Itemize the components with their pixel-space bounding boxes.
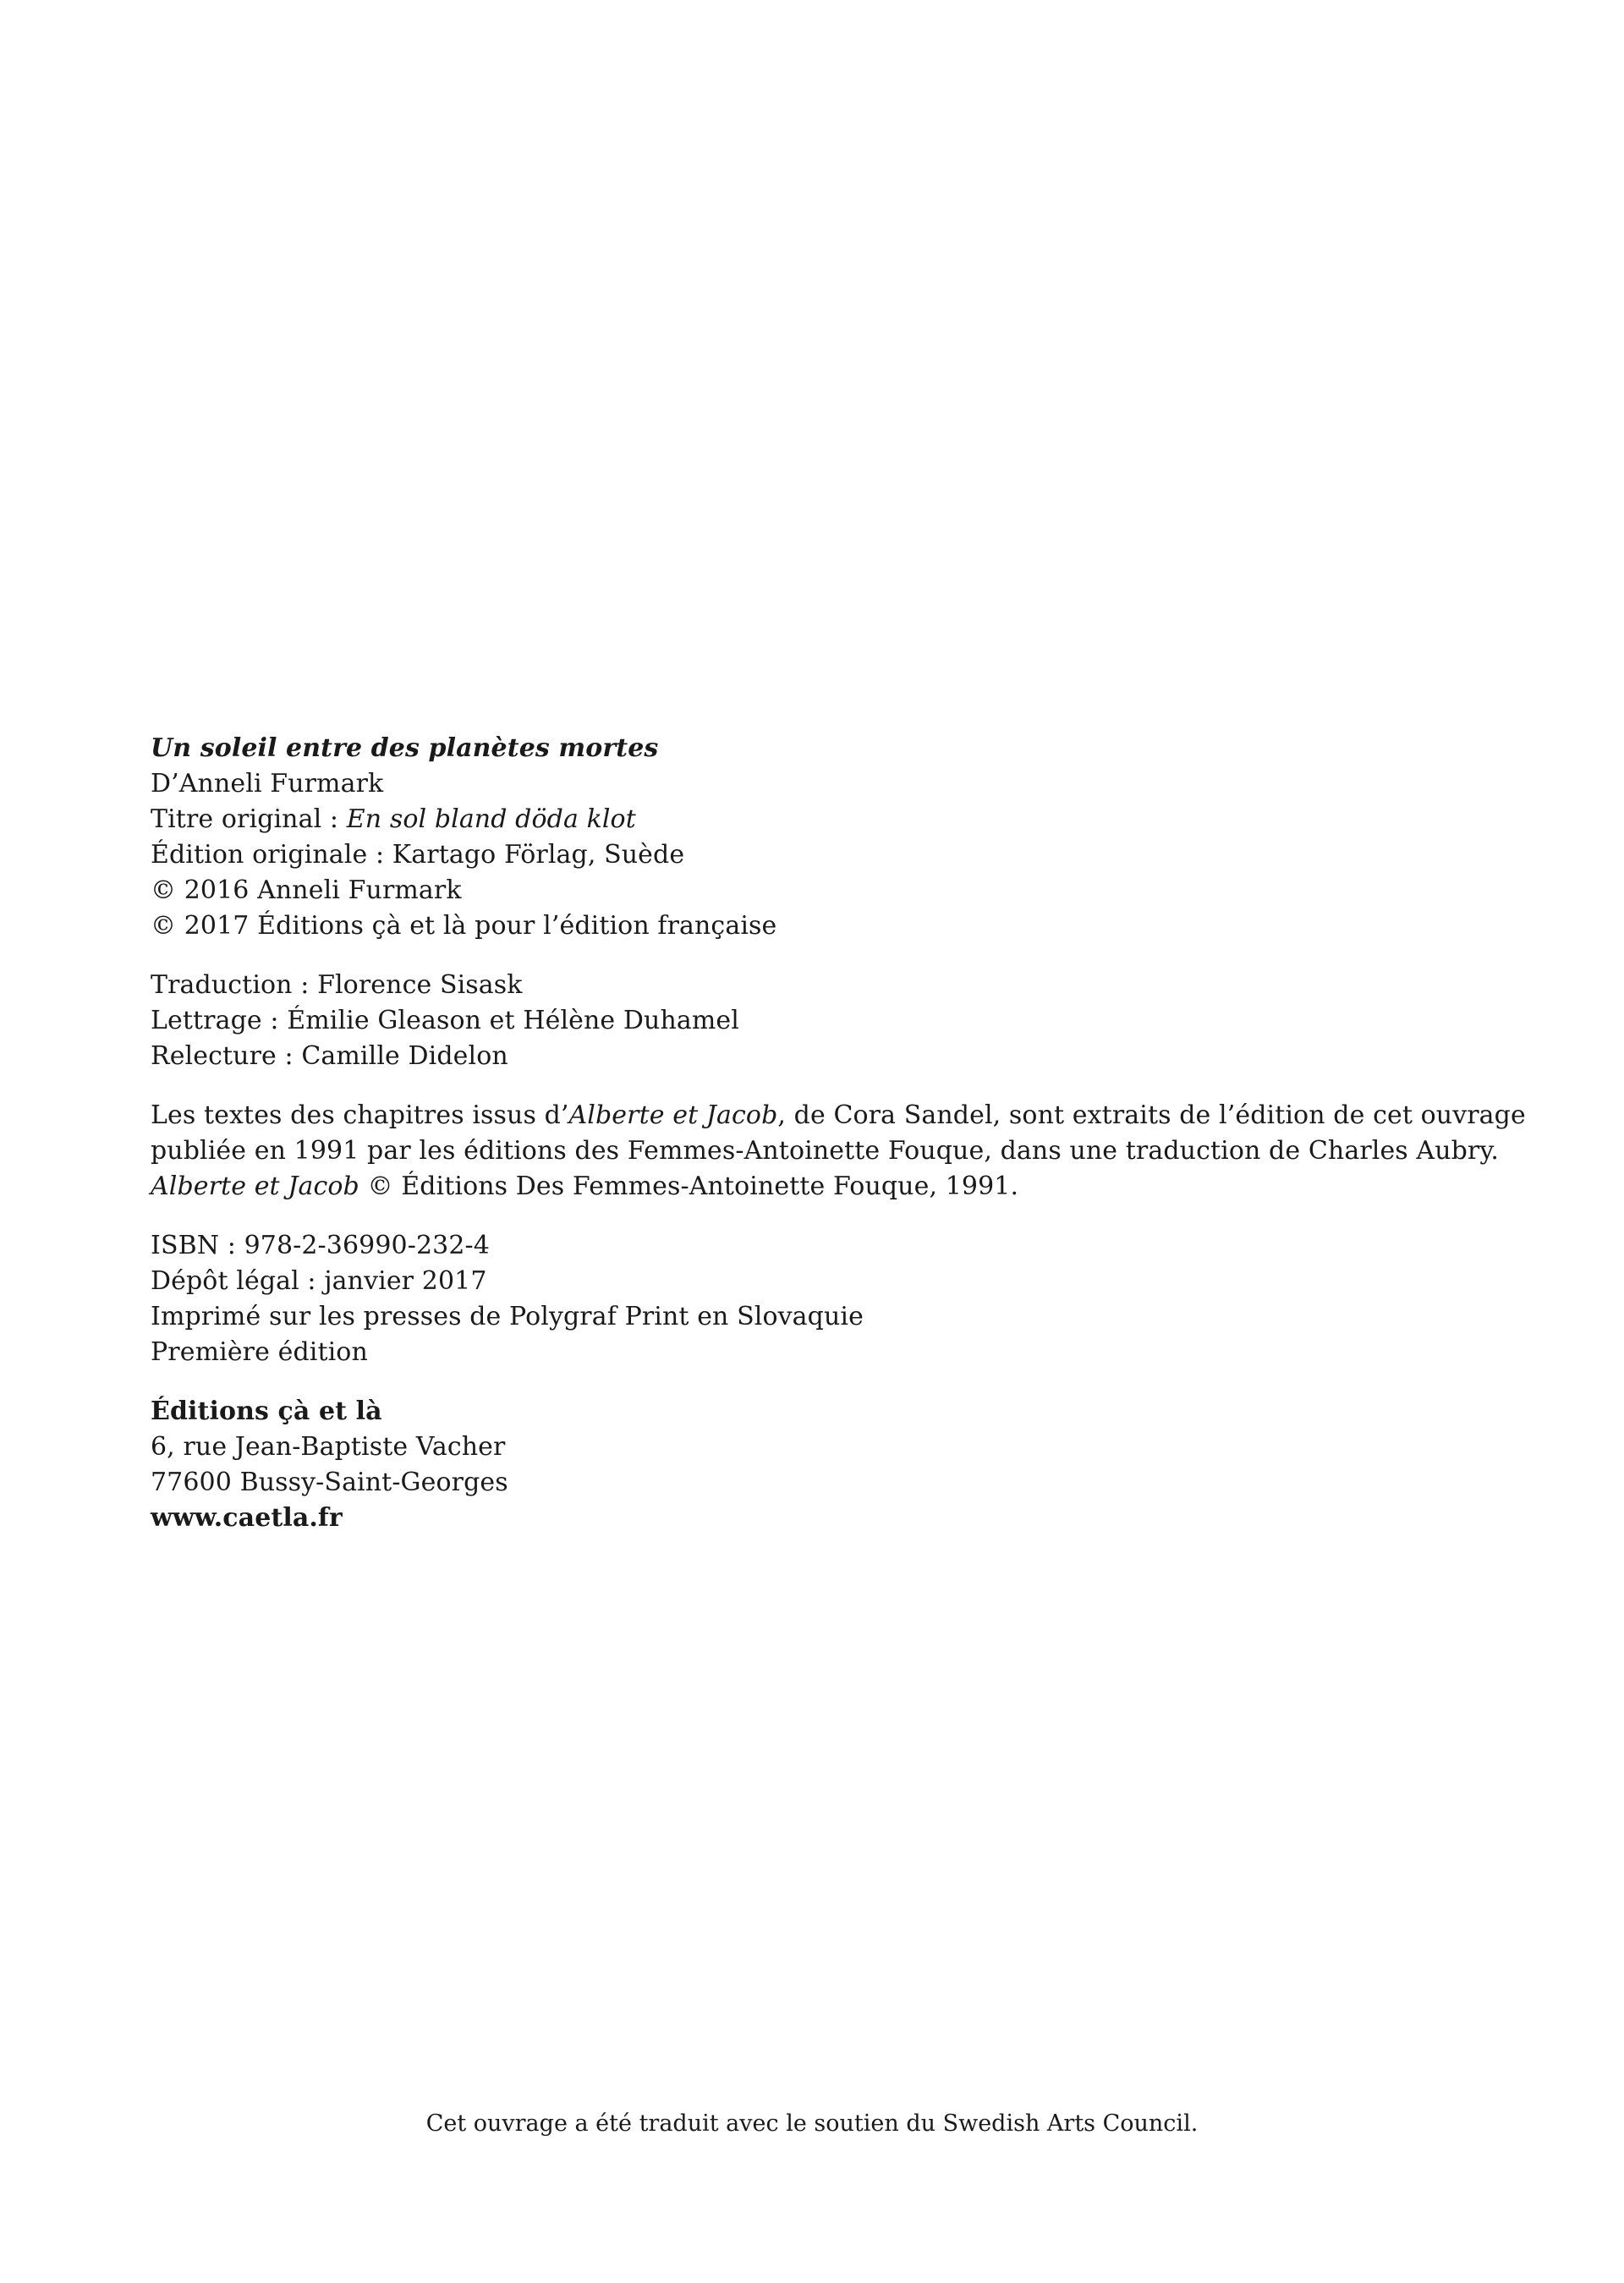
print-info-block [151, 1228, 1487, 1370]
colophon [151, 731, 1526, 1536]
publisher-name: Éditions çà et là [151, 1397, 382, 1426]
excerpt-line-2: publiée en 1991 par les éditions des Femmes-Antoinette Fouque, dans une traduction de Charles Aubry. [151, 1136, 1500, 1166]
excerpt-line-3 [151, 1169, 1487, 1205]
spacer [151, 944, 1487, 968]
credits-block [151, 968, 1487, 1074]
excerpt-note [151, 1098, 1526, 1205]
original-title-line [151, 802, 1487, 837]
printer-info: Imprimé sur les presses de Polygraf Print en Slovaquie [151, 1302, 864, 1331]
original-edition: Édition originale : Kartago Förlag, Suède [151, 840, 685, 870]
excerpt-book-title: Alberte et Jacob [568, 1100, 778, 1130]
excerpt-line-1 [151, 1098, 1526, 1133]
publisher-city: 77600 Bussy-Saint-Georges [151, 1468, 508, 1497]
proofreading-credit: Relecture : Camille Didelon [151, 1041, 508, 1071]
excerpt-book-title: Alberte et Jacob [151, 1172, 359, 1201]
excerpt-text: , de Cora Sandel, sont extraits de l’édition de cet ouvrage [777, 1100, 1526, 1130]
spacer [151, 1205, 1487, 1228]
copyright-publisher: © 2017 Éditions çà et là pour l’édition française [151, 911, 777, 941]
edition-info: Première édition [151, 1337, 368, 1367]
publisher-block [151, 1394, 1487, 1536]
book-title: Un soleil entre des planètes mortes [151, 733, 659, 763]
excerpt-text: Les textes des chapitres issus d’ [151, 1100, 569, 1130]
title-block [151, 731, 1487, 944]
original-title-label: Titre original : [151, 804, 347, 834]
spacer [151, 1370, 1487, 1394]
legal-deposit: Dépôt légal : janvier 2017 [151, 1266, 487, 1296]
excerpt-text: © Éditions Des Femmes-Antoinette Fouque, 1991. [359, 1172, 1019, 1201]
lettering-credit: Lettrage : Émilie Gleason et Hélène Duhamel [151, 1006, 739, 1035]
support-note: Cet ouvrage a été traduit avec le soutien du Swedish Arts Council. [425, 2110, 1199, 2137]
translation-credit: Traduction : Florence Sisask [151, 970, 523, 1000]
publisher-website: www.caetla.fr [151, 1503, 343, 1533]
isbn: ISBN : 978-2-36990-232-4 [151, 1231, 490, 1260]
copyright-author: © 2016 Anneli Furmark [151, 875, 462, 905]
publisher-street: 6, rue Jean-Baptiste Vacher [151, 1432, 506, 1462]
author-line: D’Anneli Furmark [151, 769, 384, 799]
spacer [151, 1074, 1487, 1098]
original-title: En sol bland döda klot [346, 804, 636, 834]
